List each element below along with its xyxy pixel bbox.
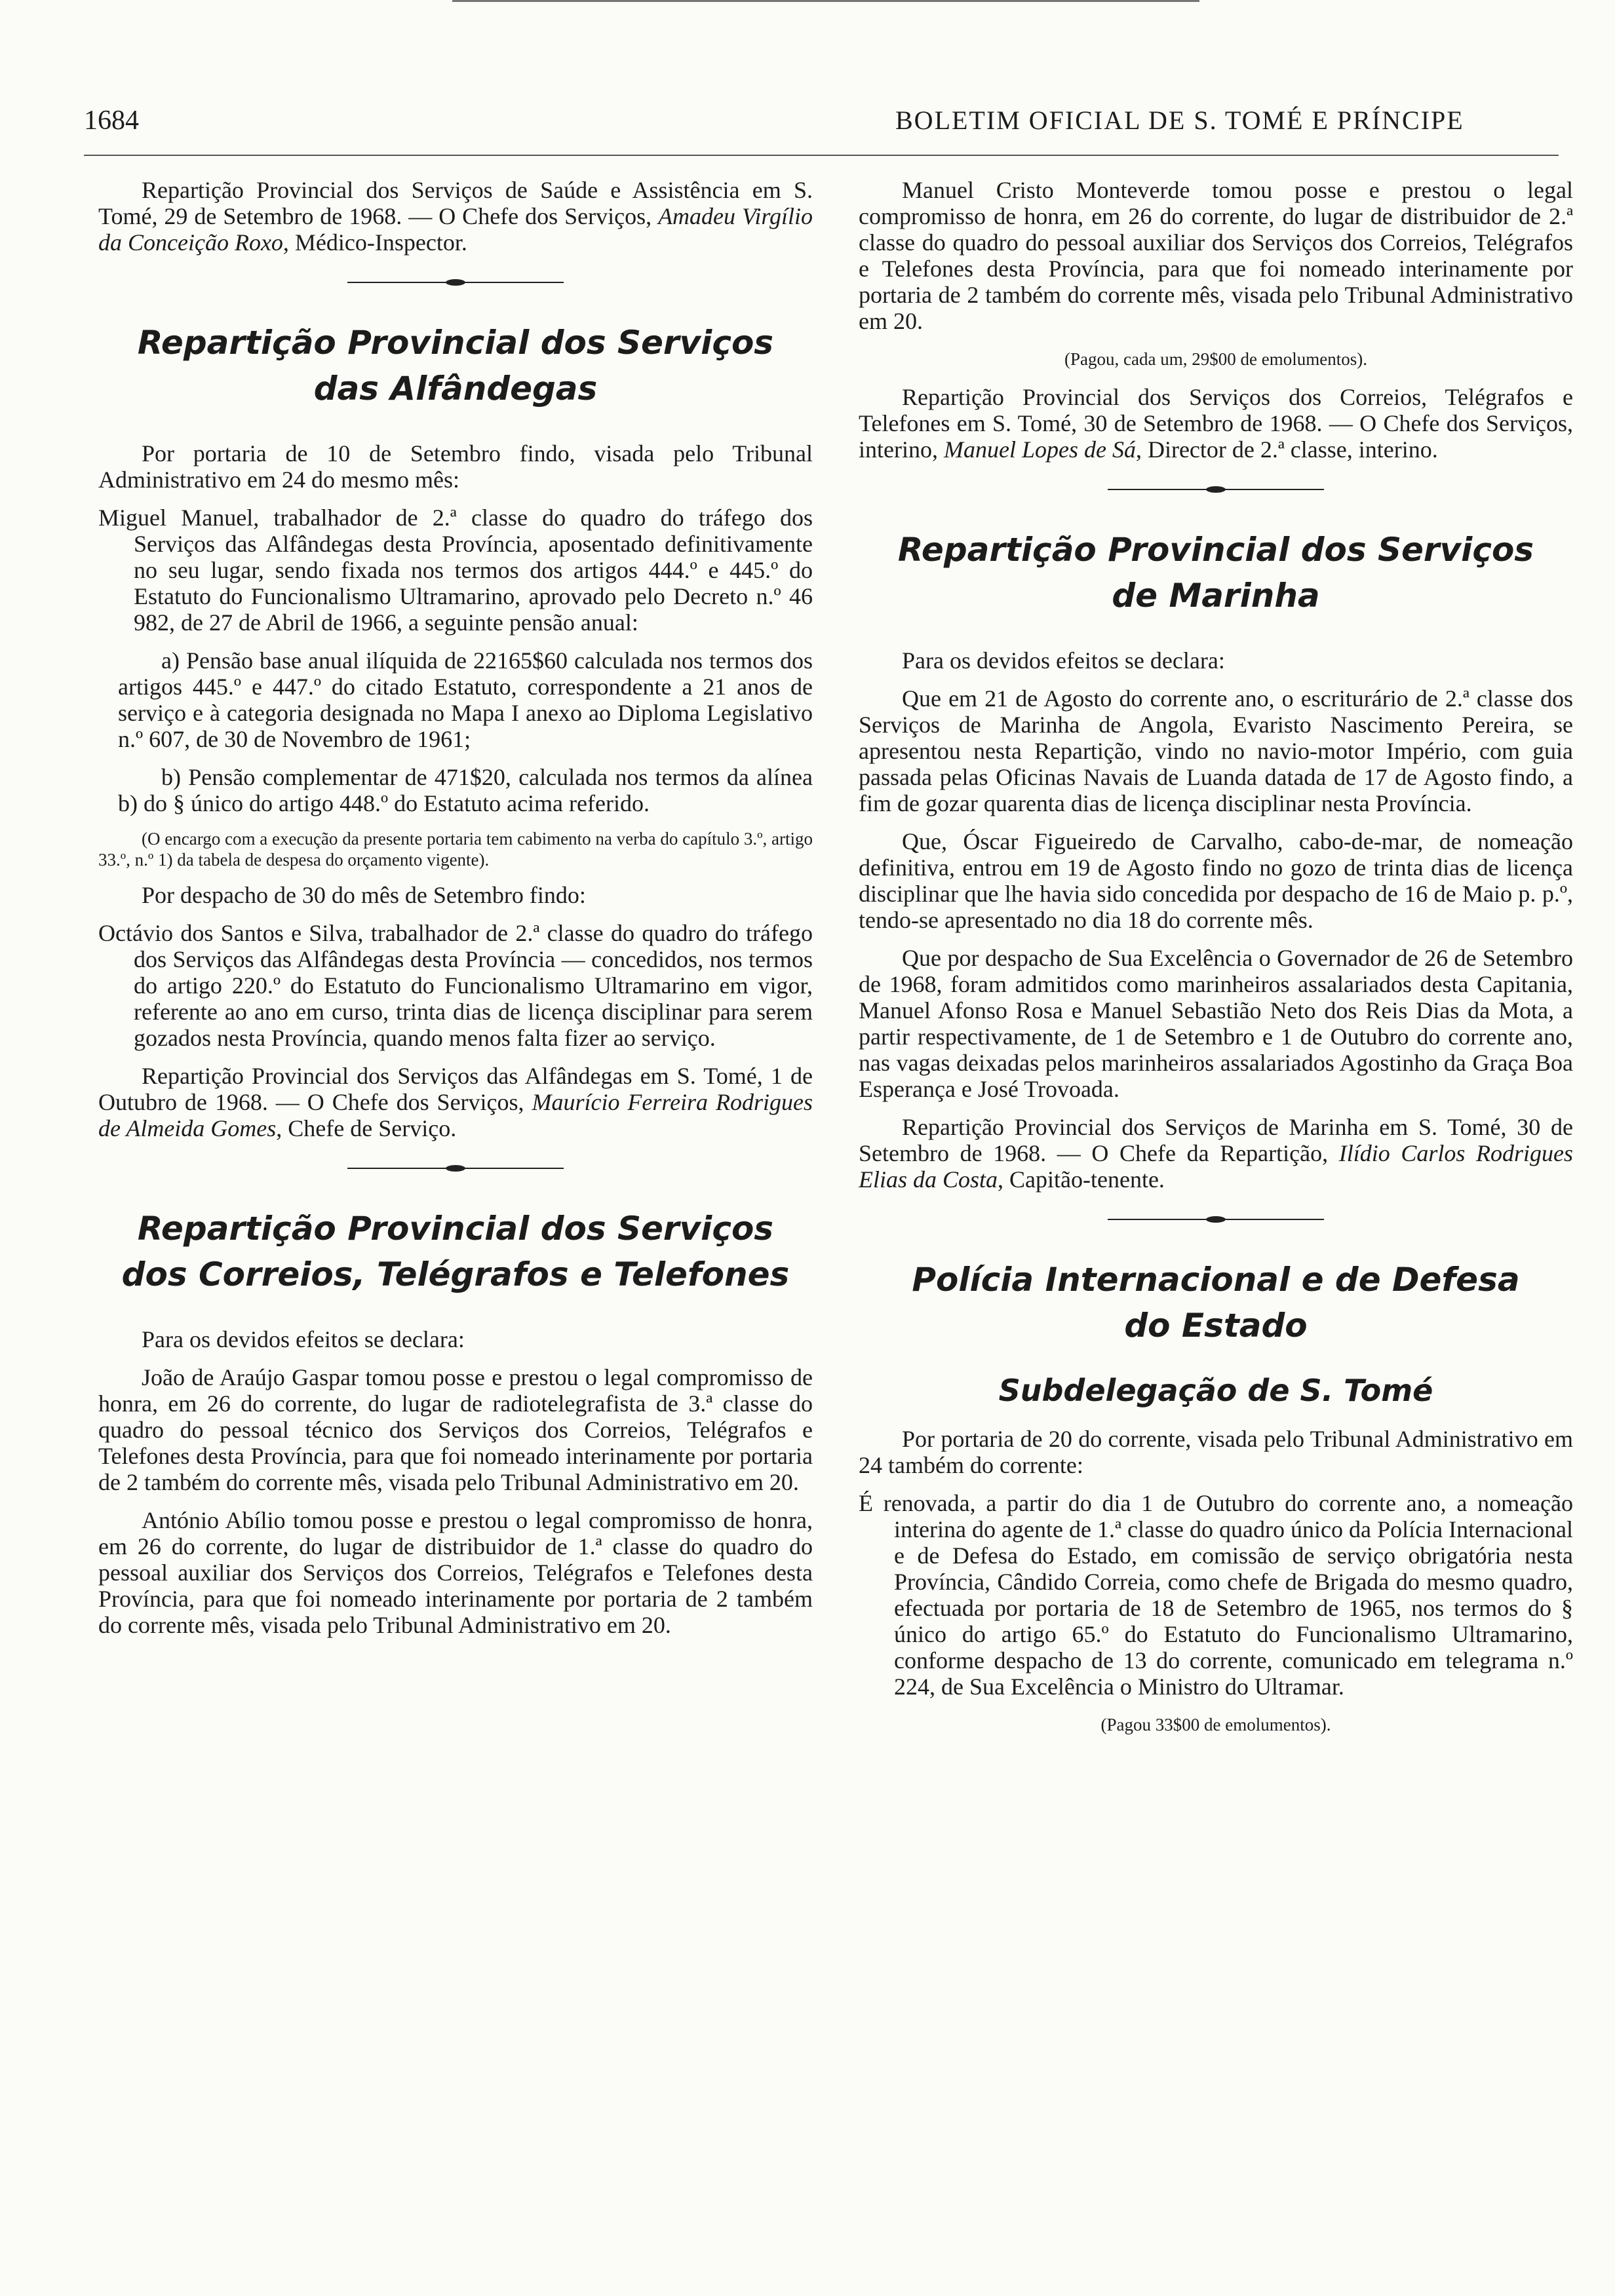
policia-heading: [859, 1257, 1573, 1349]
correios-declara: Para os devidos efeitos se declara:: [142, 1326, 465, 1352]
despacho-body: Octávio dos Santos e Silva, trabalhador de 2.ª classe do quadro do tráfego dos Serviços das Alfândegas desta Província — concedidos, nos termos do artigo 220.º do Estatuto do Funcionalismo Ultramarino em vigor, referente ao ano em curso, trinta dias de licença disciplinar para serem gozados nesta Província, quando menos falta fizer ao serviço.: [98, 920, 813, 1051]
saude-signature-title: , Médico-Inspector.: [282, 229, 467, 256]
section-divider: [1108, 485, 1324, 494]
correios-signature-name: Manuel Lopes de Sá: [943, 436, 1136, 463]
marinha-paragraph-3: Que por despacho de Sua Excelência o Governador de 26 de Setembro de 1968, foram admitidos como marinheiros assalariados desta Capitania, Manuel Afonso Rosa e Manuel Sebastião Neto dos Reis Dias da Mota, a partir respectivamente, de 1 de Setembro e 1 de Outubro do corrente ano, nas vagas deixadas pelos marinheiros assalariados Agostinho da Graça Boa Esperança e José Trovoada.: [859, 945, 1573, 1102]
correios-heading-line2: dos Correios, Telégrafos e Telefones: [121, 1255, 790, 1293]
alfandegas-signature-text: Repartição Provincial dos Serviços das Alfândegas em S. Tomé, 1 de Outubro de 1968. — O Chefe dos Serviços,: [98, 1063, 813, 1115]
header-rule: [84, 155, 1559, 156]
policia-heading-line2: do Estado: [1124, 1307, 1308, 1345]
despacho-intro: Por despacho de 30 do mês de Setembro findo:: [142, 882, 586, 908]
saude-signature-text: Repartição Provincial dos Serviços de Saúde e Assistência em S. Tomé, 29 de Setembro de 1968. — O Chefe dos Serviços,: [98, 177, 813, 229]
saude-signature-name: Amadeu Virgílio da Conceição Roxo: [98, 203, 813, 256]
alfandegas-heading-line2: das Alfândegas: [313, 370, 598, 408]
marinha-paragraph-1: Que em 21 de Agosto do corrente ano, o escriturário de 2.ª classe dos Serviços de Marinha de Angola, Evaristo Nascimento Pereira, se apresentou nesta Repartição, vindo no navio-motor Império, com guia passada pelas Oficinas Navais de Luanda datada de 17 de Agosto findo, a fim de gozar quarenta dias de licença disciplinar nesta Província.: [859, 685, 1573, 816]
alfandegas-item-a: a) Pensão base anual ilíquida de 22165$60 calculada nos termos dos artigos 445.º e 447.º do citado Estatuto, correspondente a 21 anos de serviço e à categoria designada no Mapa I anexo ao Diploma Legislativo n.º 607, de 30 de Novembro de 1961;: [118, 647, 813, 752]
marinha-heading-line2: de Marinha: [1112, 577, 1320, 615]
marinha-declara: Para os devidos efeitos se declara:: [902, 647, 1225, 674]
correios-signature-title: , Director de 2.ª classe, interino.: [1135, 436, 1438, 463]
correios-heading-line1: Repartição Provincial dos Serviços: [137, 1210, 774, 1248]
top-edge-line: [452, 0, 1199, 2]
alfandegas-item-b: b) Pensão complementar de 471$20, calculada nos termos da alínea b) do § único do artigo 448.º do Estatuto acima referido.: [118, 764, 813, 816]
alfandegas-body: Miguel Manuel, trabalhador de 2.ª classe do quadro do tráfego dos Serviços das Alfândegas desta Província, aposentado definitivamente no seu lugar, sendo fixada nos termos dos artigos 444.º e 445.º do Estatuto do Funcionalismo Ultramarino, aprovado pelo Decreto n.º 46 982, de 27 de Abril de 1966, a seguinte pensão anual:: [98, 505, 813, 636]
section-divider: [347, 278, 564, 287]
correios-paragraph-1: João de Araújo Gaspar tomou posse e prestou o legal compromisso de honra, em 26 do corrente, do lugar de radiotelegrafista de 3.ª classe do quadro do pessoal técnico dos Serviços dos Correios, Telégrafos e Telefones desta Província, para que foi nomeado interinamente por portaria de 2 também do corrente mês, visada pelo Tribunal Administrativo em 20.: [98, 1364, 813, 1495]
correios-paragraph-3: Manuel Cristo Monteverde tomou posse e prestou o legal compromisso de honra, em 26 do corrente, do lugar de distribuidor de 2.ª classe do quadro do pessoal auxiliar dos Serviços dos Correios, Telégrafos e Telefones desta Província, para que foi nomeado interinamente por portaria de 2 também do corrente mês, visada pelo Tribunal Administrativo em 20.: [859, 177, 1573, 334]
marinha-heading-line1: Repartição Provincial dos Serviços: [897, 531, 1534, 569]
policia-intro: Por portaria de 20 do corrente, visada pelo Tribunal Administrativo em 24 também do corrente:: [859, 1426, 1573, 1478]
left-column: [98, 177, 813, 1650]
section-divider: [1108, 1215, 1324, 1224]
correios-signature-text: Repartição Provincial dos Serviços dos Correios, Telégrafos e Telefones em S. Tomé, 30 de Setembro de 1968. — O Chefe dos Serviços, interino,: [859, 384, 1573, 463]
correios-heading: [98, 1206, 813, 1297]
correios-paragraph-2: António Abílio tomou posse e prestou o legal compromisso de honra, em 26 do corrente, do lugar de distribuidor de 1.ª classe do quadro do pessoal auxiliar dos Serviços dos Correios, Telégrafos e Telefones desta Província, para que foi nomeado interinamente por portaria de 2 também do corrente mês, visada pelo Tribunal Administrativo em 20.: [98, 1507, 813, 1638]
marinha-paragraph-2: Que, Óscar Figueiredo de Carvalho, cabo-de-mar, de nomeação definitiva, entrou em 19 de Agosto findo no gozo de trinta dias de licença disciplinar que lhe havia sido concedida por despacho de 16 de Maio p. p.º, tendo-se apresentado no dia 18 do corrente mês.: [859, 828, 1573, 933]
marinha-heading: [859, 527, 1573, 619]
policia-body: É renovada, a partir do dia 1 de Outubro do corrente ano, a nomeação interina do agente de 1.ª classe do quadro único da Polícia Internacional e de Defesa do Estado, em comissão de serviço obrigatória nesta Província, Cândido Correia, como chefe de Brigada do mesmo quadro, efectuada por portaria de 18 de Setembro de 1965, nos termos do § único do artigo 65.º do Estatuto do Funcionalismo Ultramarino, conforme despacho de 13 do corrente, comunicado em telegrama n.º 224, de Sua Excelência o Ministro do Ultramar.: [859, 1490, 1573, 1700]
alfandegas-signature: [98, 1063, 813, 1141]
marinha-signature-name: Ilídio Carlos Rodrigues Elias da Costa: [859, 1140, 1573, 1193]
section-divider: [347, 1164, 564, 1173]
policia-subheading: Subdelegação de S. Tomé: [998, 1373, 1433, 1408]
page-number: 1684: [84, 105, 139, 136]
marinha-signature-title: , Capitão-tenente.: [998, 1166, 1165, 1193]
marinha-signature: [859, 1114, 1573, 1193]
alfandegas-heading-line1: Repartição Provincial dos Serviços: [137, 324, 774, 362]
marinha-signature-text: Repartição Provincial dos Serviços de Marinha em S. Tomé, 30 de Setembro de 1968. — O Chefe da Repartição,: [859, 1114, 1573, 1166]
alfandegas-heading: [98, 320, 813, 411]
alfandegas-intro: Por portaria de 10 de Setembro findo, visada pelo Tribunal Administrativo em 24 do mesmo mês:: [98, 440, 813, 493]
running-title: BOLETIM OFICIAL DE S. TOMÉ E PRÍNCIPE: [895, 105, 1464, 135]
right-column: [859, 177, 1573, 1750]
saude-signature: [98, 177, 813, 256]
correios-fee: (Pagou, cada um, 29$00 de emolumentos).: [1064, 349, 1367, 369]
correios-signature: [859, 384, 1573, 463]
alfandegas-signature-title: , Chefe de Serviço.: [276, 1115, 457, 1141]
policia-heading-line1: Polícia Internacional e de Defesa: [912, 1261, 1520, 1299]
alfandegas-note: (O encargo com a execução da presente portaria tem cabimento na verba do capítulo 3.º, artigo 33.º, n.º 1) da tabela de despesa do orçamento vigente).: [98, 829, 813, 870]
policia-fee: (Pagou 33$00 de emolumentos).: [1100, 1715, 1331, 1734]
alfandegas-signature-name: Maurício Ferreira Rodrigues de Almeida Gomes: [98, 1089, 813, 1141]
